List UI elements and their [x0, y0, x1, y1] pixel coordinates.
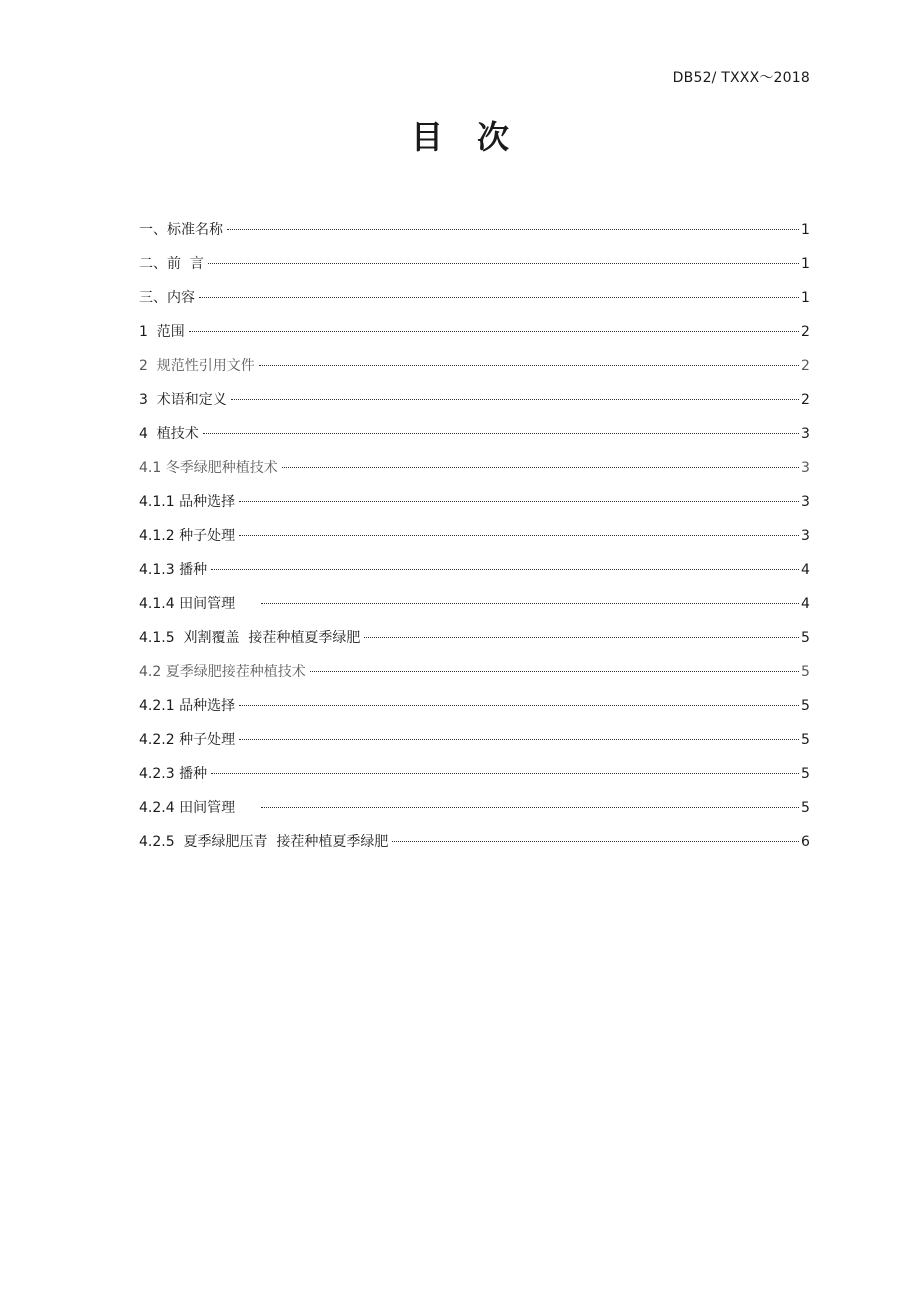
table-of-contents: [139, 218, 809, 864]
toc-entry[interactable]: [139, 354, 809, 388]
toc-entry[interactable]: [139, 320, 809, 354]
toc-entry-page: 5: [801, 698, 810, 714]
toc-entry-page: 3: [801, 460, 810, 476]
toc-entry-page: 5: [801, 800, 810, 816]
toc-entry-label: 1 范围: [139, 324, 185, 340]
toc-entry[interactable]: [139, 218, 809, 252]
toc-entry-label: 4.2.1 品种选择: [139, 698, 236, 714]
toc-entry-page: 5: [801, 664, 810, 680]
toc-entry[interactable]: [139, 286, 809, 320]
toc-entry-page: 5: [801, 766, 810, 782]
toc-entry-page: 1: [801, 256, 810, 272]
dot-leader: [208, 262, 799, 264]
toc-entry-label: 4.1.5 刈割覆盖 接茬种植夏季绿肥: [139, 630, 361, 646]
dot-leader: [211, 568, 799, 570]
toc-entry-label: 4.2.5 夏季绿肥压青 接茬种植夏季绿肥: [139, 834, 389, 850]
toc-entry[interactable]: [139, 388, 809, 422]
toc-entry-label: 二、前 言: [139, 256, 204, 272]
toc-entry-label: 4.1.1 品种选择: [139, 494, 236, 510]
page-title: 目次: [410, 118, 543, 156]
toc-entry-page: 2: [801, 324, 810, 340]
dot-leader: [199, 296, 799, 298]
toc-entry-label: 3 术语和定义: [139, 392, 227, 408]
toc-entry[interactable]: [139, 796, 809, 830]
toc-entry-page: 1: [801, 222, 810, 238]
toc-entry-page: 3: [801, 426, 810, 442]
dot-leader: [392, 840, 799, 842]
dot-leader: [189, 330, 799, 332]
toc-entry-page: 3: [801, 528, 810, 544]
dot-leader: [261, 602, 799, 604]
toc-entry-label: 2 规范性引用文件: [139, 358, 255, 374]
dot-leader: [259, 364, 799, 366]
toc-entry-label: 4.2 夏季绿肥接茬种植技术: [139, 664, 306, 680]
toc-entry-page: 4: [801, 596, 810, 612]
dot-leader: [239, 500, 799, 502]
toc-entry-page: 6: [801, 834, 810, 850]
toc-entry-page: 3: [801, 494, 810, 510]
toc-entry-page: 5: [801, 630, 810, 646]
dot-leader: [211, 772, 799, 774]
toc-entry-label: 4.1 冬季绿肥种植技术: [139, 460, 278, 476]
dot-leader: [310, 670, 799, 672]
toc-entry-label: 4.2.2 种子处理: [139, 732, 236, 748]
dot-leader: [239, 704, 799, 706]
dot-leader: [239, 738, 799, 740]
document-code: DB52/ TXXX～2018: [672, 70, 810, 86]
toc-entry[interactable]: [139, 626, 809, 660]
toc-entry-label: 4.2.4 田间管理: [139, 800, 258, 816]
toc-entry[interactable]: [139, 728, 809, 762]
dot-leader: [227, 228, 799, 230]
toc-entry[interactable]: [139, 660, 809, 694]
toc-entry[interactable]: [139, 830, 809, 864]
toc-entry-page: 2: [801, 358, 810, 374]
toc-entry-label: 4 植技术: [139, 426, 199, 442]
toc-entry-label: 一、标准名称: [139, 222, 223, 238]
dot-leader: [239, 534, 799, 536]
toc-entry-page: 5: [801, 732, 810, 748]
toc-entry-label: 4.1.4 田间管理: [139, 596, 258, 612]
toc-entry[interactable]: [139, 694, 809, 728]
toc-entry-label: 4.2.3 播种: [139, 766, 208, 782]
toc-entry-page: 4: [801, 562, 810, 578]
dot-leader: [364, 636, 799, 638]
dot-leader: [203, 432, 799, 434]
toc-entry-label: 4.1.3 播种: [139, 562, 208, 578]
toc-entry[interactable]: [139, 558, 809, 592]
toc-entry[interactable]: [139, 252, 809, 286]
dot-leader: [231, 398, 799, 400]
toc-entry-label: 4.1.2 种子处理: [139, 528, 236, 544]
toc-entry[interactable]: [139, 490, 809, 524]
toc-entry[interactable]: [139, 456, 809, 490]
toc-entry-label: 三、内容: [139, 290, 195, 306]
dot-leader: [282, 466, 799, 468]
dot-leader: [261, 806, 799, 808]
toc-entry[interactable]: [139, 422, 809, 456]
toc-entry[interactable]: [139, 762, 809, 796]
toc-entry[interactable]: [139, 592, 809, 626]
toc-entry-page: 1: [801, 290, 810, 306]
toc-entry[interactable]: [139, 524, 809, 558]
toc-entry-page: 2: [801, 392, 810, 408]
